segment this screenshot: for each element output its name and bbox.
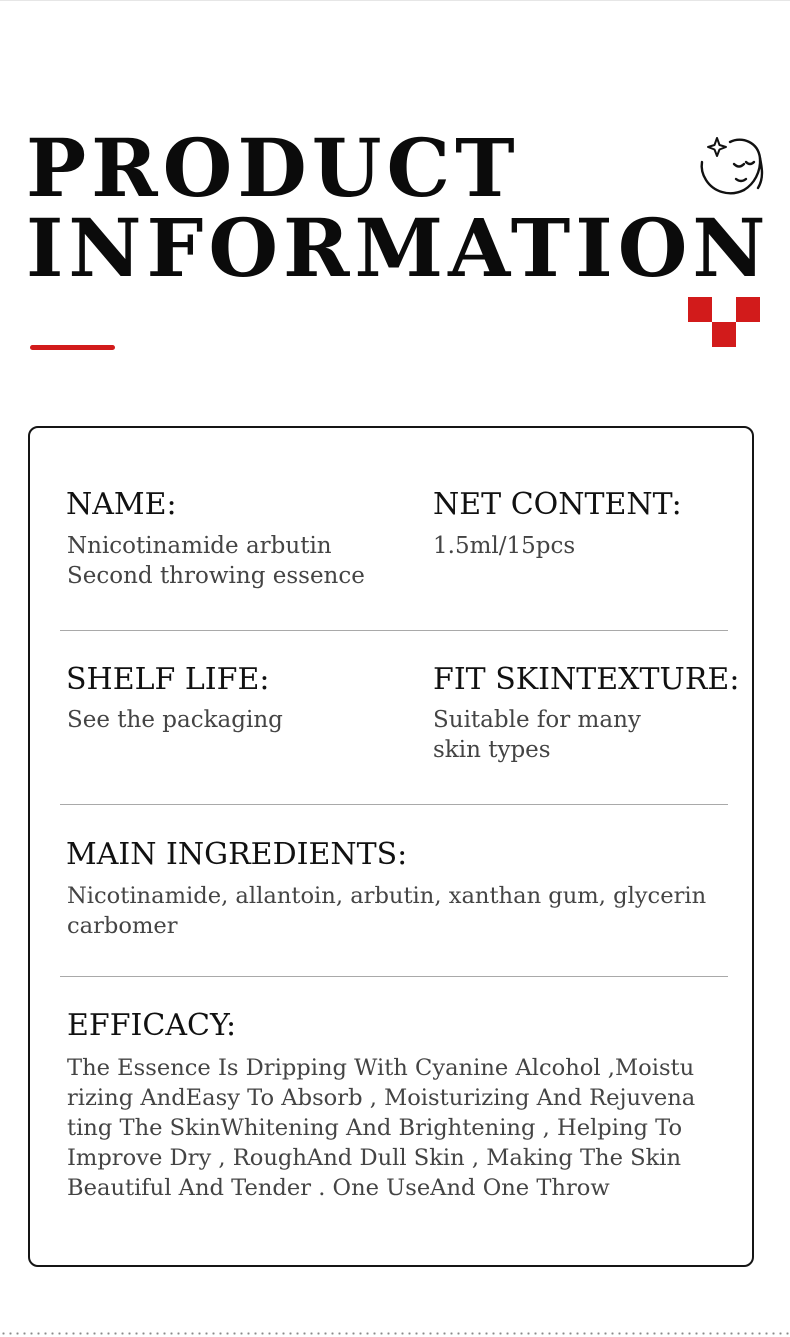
net-content-line-1: 1.5ml/15pcs (433, 533, 576, 559)
efficacy-line-5: Beautiful And Tender . One UseAnd One Throw (67, 1175, 610, 1201)
efficacy-line-4: Improve Dry , RoughAnd Dull Skin , Making The Skin (67, 1145, 682, 1171)
red-square-decoration (688, 297, 760, 347)
efficacy-line-2: rizing AndEasy To Absorb , Moisturizing And Rejuvena (67, 1085, 696, 1111)
dotted-footer-border (0, 1332, 790, 1335)
red-square (736, 297, 760, 322)
divider (60, 630, 728, 631)
efficacy-line-1: The Essence Is Dripping With Cyanine Alcohol ,Moistu (67, 1055, 695, 1081)
divider (60, 976, 728, 977)
name-line-1: Nnicotinamide arbutin (67, 533, 332, 559)
shelf-life-value (67, 705, 283, 735)
fit-skin-line-2: skin types (433, 737, 551, 763)
accent-underline (30, 345, 115, 350)
name-label: NAME: (66, 487, 177, 522)
red-square (712, 322, 736, 347)
divider (60, 804, 728, 805)
ingredients-label: MAIN INGREDIENTS: (66, 837, 408, 872)
title-line-2: INFORMATION (26, 201, 771, 295)
shelf-life-line-1: See the packaging (67, 707, 283, 733)
top-border (0, 0, 790, 1)
shelf-life-label: SHELF LIFE: (66, 662, 270, 697)
efficacy-line-3: ting The SkinWhitening And Brightening , Helping To (67, 1115, 683, 1141)
red-square (688, 297, 712, 322)
net-content-value (433, 531, 575, 561)
ingredients-line-1: Nicotinamide, allantoin, arbutin, xanthan gum, glycerin (67, 883, 707, 909)
efficacy-value (67, 1053, 695, 1203)
name-value (67, 531, 365, 591)
fit-skin-line-1: Suitable for many (433, 707, 641, 733)
fit-skin-value (433, 705, 641, 765)
ingredients-value (67, 881, 706, 941)
name-line-2: Second throwing essence (67, 563, 365, 589)
face-sparkle-icon (694, 134, 768, 198)
page-title (26, 121, 771, 295)
net-content-label: NET CONTENT: (433, 487, 682, 522)
efficacy-label: EFFICACY: (67, 1008, 237, 1043)
fit-skin-label: FIT SKINTEXTURE: (433, 662, 740, 697)
ingredients-line-2: carbomer (67, 913, 178, 939)
title-line-1: PRODUCT (26, 121, 520, 215)
